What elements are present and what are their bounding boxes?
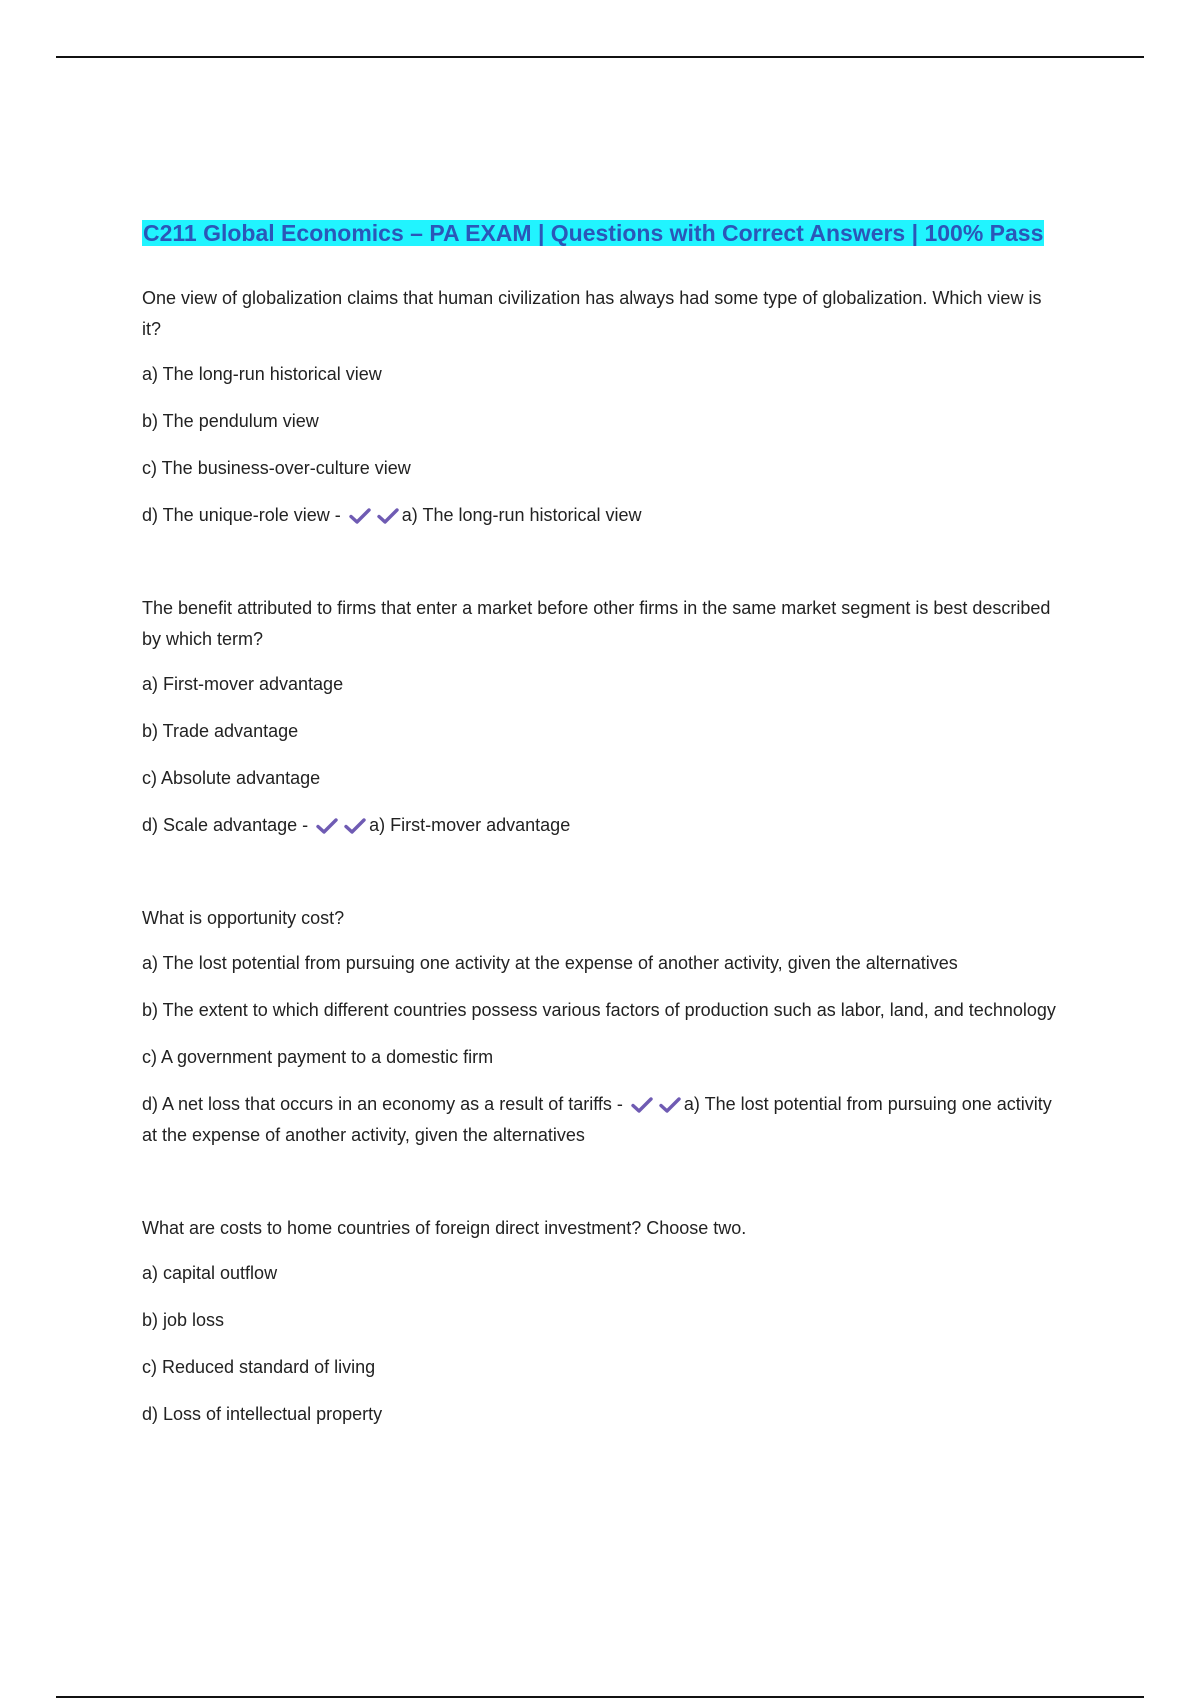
option-label: c) The business-over-culture view (142, 458, 411, 478)
question-text: What are costs to home countries of foreign direct investment? Choose two. (142, 1218, 747, 1238)
answer-option (142, 453, 1062, 484)
answer-option (142, 995, 1062, 1026)
answer-option (142, 359, 1062, 390)
question-block (142, 903, 1062, 1151)
option-label: a) First-mover advantage (142, 674, 344, 694)
option-label: d) Loss of intellectual property (142, 1404, 383, 1424)
checkmark-icon (377, 507, 399, 525)
answer-option (142, 1352, 1062, 1383)
answer-option (142, 1089, 1062, 1151)
question-block (142, 1213, 1062, 1430)
question-text: One view of globalization claims that human civilization has always had some type of globalization. Which view is it? (142, 288, 1042, 339)
correct-answer: a) First-mover advantage (369, 815, 571, 835)
correct-answer: a) The long-run historical view (401, 505, 642, 525)
answer-option (142, 406, 1062, 437)
document-title (142, 214, 1062, 253)
option-label: b) The pendulum view (142, 411, 319, 431)
option-label: b) job loss (142, 1310, 225, 1330)
checkmark-icon (349, 507, 371, 525)
option-label: b) The extent to which different countries possess various factors of production such as labor, land, and technology (142, 1000, 1056, 1020)
option-label: d) The unique-role view - (142, 505, 341, 525)
answer-option (142, 669, 1062, 700)
option-label: d) Scale advantage - (142, 815, 309, 835)
checkmark-icon (316, 817, 338, 835)
option-label: a) The lost potential from pursuing one activity at the expense of another activity, given the alternatives (142, 953, 958, 973)
answer-option (142, 1042, 1062, 1073)
answer-option (142, 1258, 1062, 1289)
document-title-text: C211 Global Economics – PA EXAM | Questions with Correct Answers | 100% Pass (143, 220, 1044, 246)
checkmark-icon (659, 1096, 681, 1114)
answer-option (142, 763, 1062, 794)
answer-option (142, 810, 1062, 841)
correct-answer: a) The lost potential from pursuing one activity at the expense of another activity, given the alternatives (142, 1094, 1052, 1145)
footer-rule (56, 1696, 1144, 1698)
option-label: c) Reduced standard of living (142, 1357, 376, 1377)
header-rule (56, 56, 1144, 58)
question-block (142, 593, 1062, 841)
option-label: b) Trade advantage (142, 721, 299, 741)
option-label: c) A government payment to a domestic firm (142, 1047, 494, 1067)
answer-option (142, 716, 1062, 747)
question-list (142, 283, 1062, 1430)
option-label: a) capital outflow (142, 1263, 278, 1283)
answer-option (142, 1399, 1062, 1430)
question-text: What is opportunity cost? (142, 908, 345, 928)
option-label: d) A net loss that occurs in an economy as a result of tariffs - (142, 1094, 623, 1114)
question-text: The benefit attributed to firms that enter a market before other firms in the same market segment is best described by which term? (142, 598, 1051, 649)
answer-option (142, 500, 1062, 531)
option-label: c) Absolute advantage (142, 768, 321, 788)
checkmark-icon (344, 817, 366, 835)
answer-option (142, 948, 1062, 979)
document-body (142, 214, 1062, 1446)
checkmark-icon (631, 1096, 653, 1114)
answer-option (142, 1305, 1062, 1336)
question-block (142, 283, 1062, 531)
option-label: a) The long-run historical view (142, 364, 382, 384)
